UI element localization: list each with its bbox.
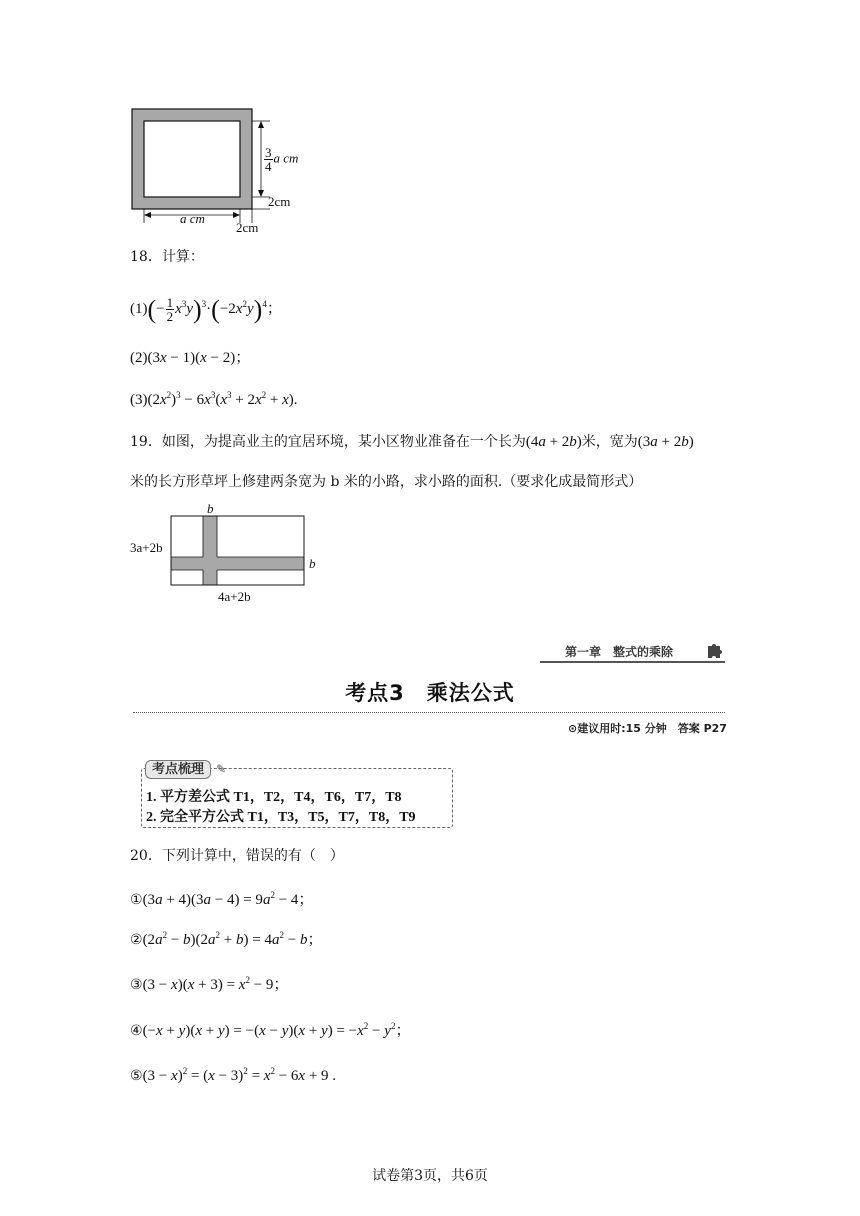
page-footer: 试卷第3页，共6页 (372, 1168, 488, 1184)
q20-option-2: $②(2a^2 - b)(2a^2 + b) = 4a^2 - b$； (130, 930, 323, 948)
q20-option-4: ④(−x + $y)(x + y) = -(x - y)(x + y) = -x^2 - y^2$； (130, 1021, 411, 1039)
q18-part3: $(3)(2x^2)^3 - 6x^3(x^3 + 2x^2 + x)$. (130, 390, 298, 408)
q20-option-5: ⑤(3 − $x)^2 = (x - 3)^2 = x^2 - 6x + 9$ . (130, 1066, 337, 1084)
section-divider (133, 712, 725, 713)
height-label-den: 4 (265, 159, 272, 174)
lawn-top-label: b (207, 501, 214, 516)
width-label: a cm (180, 211, 205, 226)
q20-option-4-mark: ④ (130, 1023, 143, 1039)
clock-icon: ⊙ (568, 722, 578, 735)
review-tag-label: 考点梳理 (145, 760, 211, 779)
q20-heading: 20．下列计算中，错误的有（ ） (130, 848, 344, 864)
q18-part1-label: (1) (130, 300, 148, 317)
lawn-figure (170, 515, 310, 590)
chapter-title: 第一章 整式的乘除 (565, 645, 674, 659)
lawn-left-label: 3a+2b (130, 540, 163, 555)
q20-option-3-mark: ③ (130, 977, 143, 993)
height-label-suffix: a cm (273, 150, 299, 166)
q20-option-3: ③(3 − $x)(x + 3) = x^2 - 9$； (130, 975, 289, 993)
lawn-right-label: b (309, 556, 316, 571)
section-title: 考点3 乘法公式 (345, 681, 515, 705)
lawn-diagram (170, 515, 310, 590)
q19-line1-mid: 米，宽为 (581, 434, 638, 450)
q18-heading: 18．计算： (130, 249, 204, 265)
q20-option-5-mark: ⑤ (130, 1068, 143, 1084)
chapter-bar (540, 643, 725, 663)
q19-line1: 19．如图，为提高业主的宜居环境，某小区物业准备在一个长为(4a + 2b)米，宽为(3a + 2b) (130, 434, 694, 450)
q19-line2: 米的长方形草坪上修建两条宽为 b 米的小路，求小路的面积.（要求化成最简形式） (130, 474, 643, 490)
q18-part2: (2)(3x − 1)(x − 2)； (130, 350, 251, 366)
review-line-2: 2. 完全平方公式 T1，T3，T5，T7，T8，T9 (146, 810, 416, 825)
q20-option-1: ①(3a + $4)(3a - 4) = 9a^2 - 4$； (130, 890, 314, 908)
q18-part1: (1)(− $\frac{1}{2}$ $x^3y)^3\cdot(-2x^2y)^4$； (130, 294, 282, 324)
q20-option-1-mark: ① (130, 892, 143, 908)
puzzle-icon (706, 643, 724, 659)
time-hint-text: 建议用时:15 分钟 答案 P27 (577, 722, 727, 735)
border-right-label: 2cm (268, 194, 291, 209)
height-label-num: 3 (265, 145, 272, 160)
border-bottom-label: 2cm (236, 220, 259, 235)
review-line-1: 1. 平方差公式 T1，T2，T4，T6，T7，T8 (146, 790, 402, 805)
q18-part2-label: (2) (130, 350, 148, 366)
q18-part3-label: (3) (130, 392, 148, 408)
review-tag (145, 758, 226, 777)
height-label (263, 146, 298, 173)
lawn-bottom-label: 4a+2b (218, 589, 251, 604)
q19-line1-text: 19．如图，为提高业主的宜居环境，某小区物业准备在一个长为 (130, 434, 526, 450)
q20-option-2-mark: ② (130, 932, 143, 948)
pencil-icon: ✎ (216, 762, 227, 776)
time-hint (568, 720, 727, 736)
